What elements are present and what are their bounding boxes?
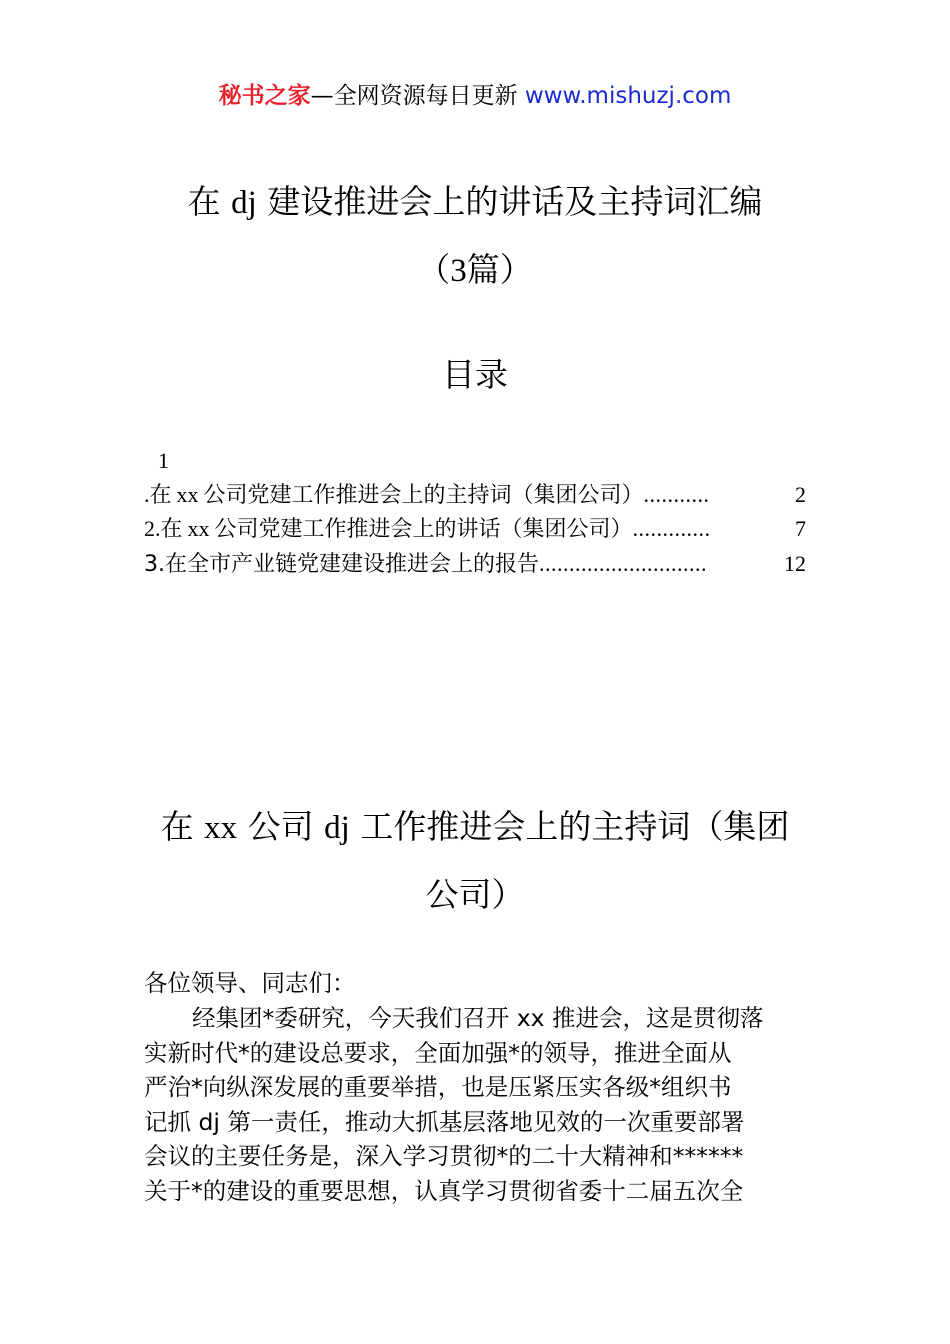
site-header	[0, 78, 950, 114]
subtitle-paren: ）	[499, 250, 533, 289]
subtitle-count: 3	[450, 253, 467, 289]
brand-name: 秘书之家	[218, 83, 311, 109]
title-latin: dj	[231, 185, 257, 221]
toc-item[interactable]	[144, 478, 806, 513]
paragraph-line: 实新时代*的建设总要求，全面加强*的领导，推进全面从	[144, 1039, 732, 1067]
paragraph-line: 关于*的建设的重要思想，认真学习贯彻省委十二届五次全	[144, 1177, 744, 1205]
toc-leader: ............................	[539, 551, 707, 576]
toc-item-label: 3.在全市产业链党建建设推进会上的报告	[144, 552, 539, 577]
header-tagline: —全网资源每日更新	[310, 83, 518, 109]
subtitle-paren: （	[417, 250, 451, 289]
toc-heading: 目录	[442, 355, 508, 394]
toc-item-label: 2.在 xx 公司党建工作推进会上的讲话（集团公司）	[144, 516, 633, 542]
title-text: 在	[187, 182, 221, 221]
paragraph-line: 经集团*委研究，今天我们召开 xx 推进会，这是贯彻落	[192, 1004, 764, 1032]
toc-page-number: 7	[795, 516, 806, 541]
paragraph-line: 记抓 dj 第一责任，推动大抓基层落地见效的一次重要部署	[144, 1108, 745, 1136]
toc-page-number: 2	[795, 482, 806, 507]
paragraph-line: 会议的主要任务是，深入学习贯彻*的二十大精神和******	[144, 1142, 744, 1170]
document-subtitle	[0, 248, 950, 293]
title-text: 建设推进会上的讲话及主持词汇编	[267, 182, 763, 221]
toc-leader: .............	[632, 516, 711, 541]
toc-item[interactable]	[144, 512, 806, 547]
salutation: 各位领导、同志们：	[144, 969, 356, 997]
toc-first-number: 1	[158, 448, 169, 473]
section-title: 在 xx 公司 dj 工作推进会上的主持词（集团	[160, 807, 790, 846]
toc-page-number: 12	[784, 551, 806, 576]
toc-item-label: .在 xx 公司党建工作推进会上的主持词（集团公司）	[144, 482, 644, 508]
paragraph-line: 严治*向纵深发展的重要举措，也是压紧压实各级*组织书	[144, 1073, 732, 1101]
site-url-link[interactable]: www.mishuzj.com	[524, 83, 732, 109]
toc-item[interactable]	[144, 547, 806, 582]
document-title	[0, 180, 950, 225]
subtitle-word: 篇	[466, 250, 500, 289]
section-title-line2: 公司）	[425, 875, 525, 914]
toc-leader: ...........	[643, 482, 710, 507]
